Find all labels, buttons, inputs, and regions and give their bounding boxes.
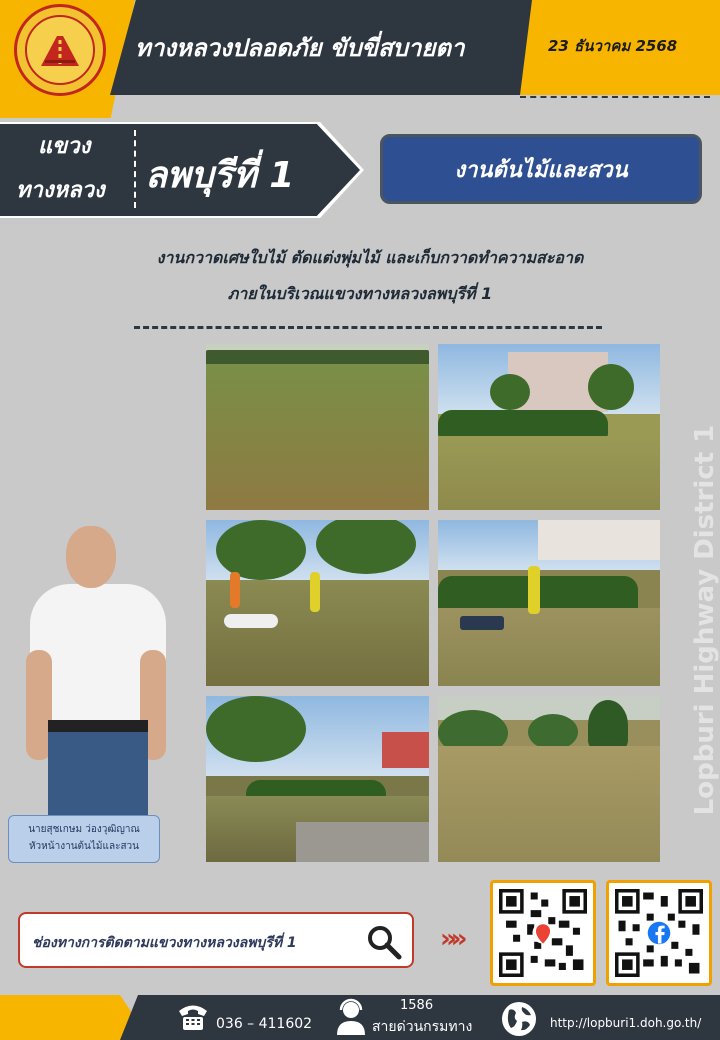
photo-5-roadside-garden xyxy=(206,696,429,862)
staff-name-box xyxy=(8,815,160,863)
department-logo xyxy=(14,4,106,96)
hotline-label: สายด่วนกรมทาง xyxy=(372,1019,473,1035)
unit-label: งานต้นไม้และสวน xyxy=(454,157,628,183)
qr-facebook-icon xyxy=(615,889,703,977)
date-label: 23 ธันวาคม 2568 xyxy=(548,37,678,55)
description-line2: ภายในบริเวณแขวงทางหลวงลพบุรีที่ 1 xyxy=(227,284,493,303)
district-prefix-line1: แขวง xyxy=(38,134,91,159)
staff-name: นายสุชเกษม ว่องวุฒิญาณ xyxy=(28,824,140,835)
staff-belt xyxy=(48,720,148,732)
photo-6-topiary-lawn xyxy=(438,696,660,862)
hotline-number: 1586 xyxy=(400,998,434,1013)
district-name: ลพบุรีที่ 1 xyxy=(145,155,295,196)
district-prefix-line2: ทางหลวง xyxy=(16,178,105,203)
website-url[interactable]: http://lopburi1.doh.go.th/ xyxy=(550,1016,702,1030)
qr-code-facebook[interactable] xyxy=(606,880,712,986)
arrow-right-icon: »» xyxy=(440,924,462,954)
description-line1: งานกวาดเศษใบไม้ ตัดแต่งพุ่มไม้ และเก็บกวาดทำความสะอาด xyxy=(156,248,584,267)
staff-jeans xyxy=(48,732,148,820)
staff-head xyxy=(66,526,116,588)
photo-4-wheelbarrow xyxy=(438,520,660,686)
logo-emblem xyxy=(25,15,95,85)
photo-3-workers-sweeping xyxy=(206,520,429,686)
hotline-agent-icon xyxy=(334,998,368,1036)
follow-label: ช่องทางการติดตามแขวงทางหลวงลพบุรีที่ 1 xyxy=(32,935,297,951)
qr-map-icon xyxy=(499,889,587,977)
staff-photo xyxy=(22,520,172,820)
logo-road-icon xyxy=(37,30,83,70)
photo-1-lawn-leaves xyxy=(206,344,429,510)
phone-number: 036 – 411602 xyxy=(216,1016,313,1032)
follow-channels-box[interactable] xyxy=(18,912,414,968)
phone-icon xyxy=(176,1002,210,1032)
search-icon xyxy=(366,924,402,960)
description-dashed-divider xyxy=(134,326,602,329)
header-dashed-divider xyxy=(520,96,710,98)
globe-icon xyxy=(500,1000,538,1038)
qr-code-map[interactable] xyxy=(490,880,596,986)
photo-2-hedge-garden xyxy=(438,344,660,510)
district-watermark: Lopburi Highway District 1 xyxy=(690,424,720,816)
unit-badge xyxy=(380,134,702,204)
district-separator xyxy=(134,130,136,208)
header xyxy=(0,0,720,118)
page-title: ทางหลวงปลอดภัย ขับขี่สบายตา xyxy=(135,34,465,62)
staff-role: หัวหน้างานต้นไม้และสวน xyxy=(28,841,140,852)
